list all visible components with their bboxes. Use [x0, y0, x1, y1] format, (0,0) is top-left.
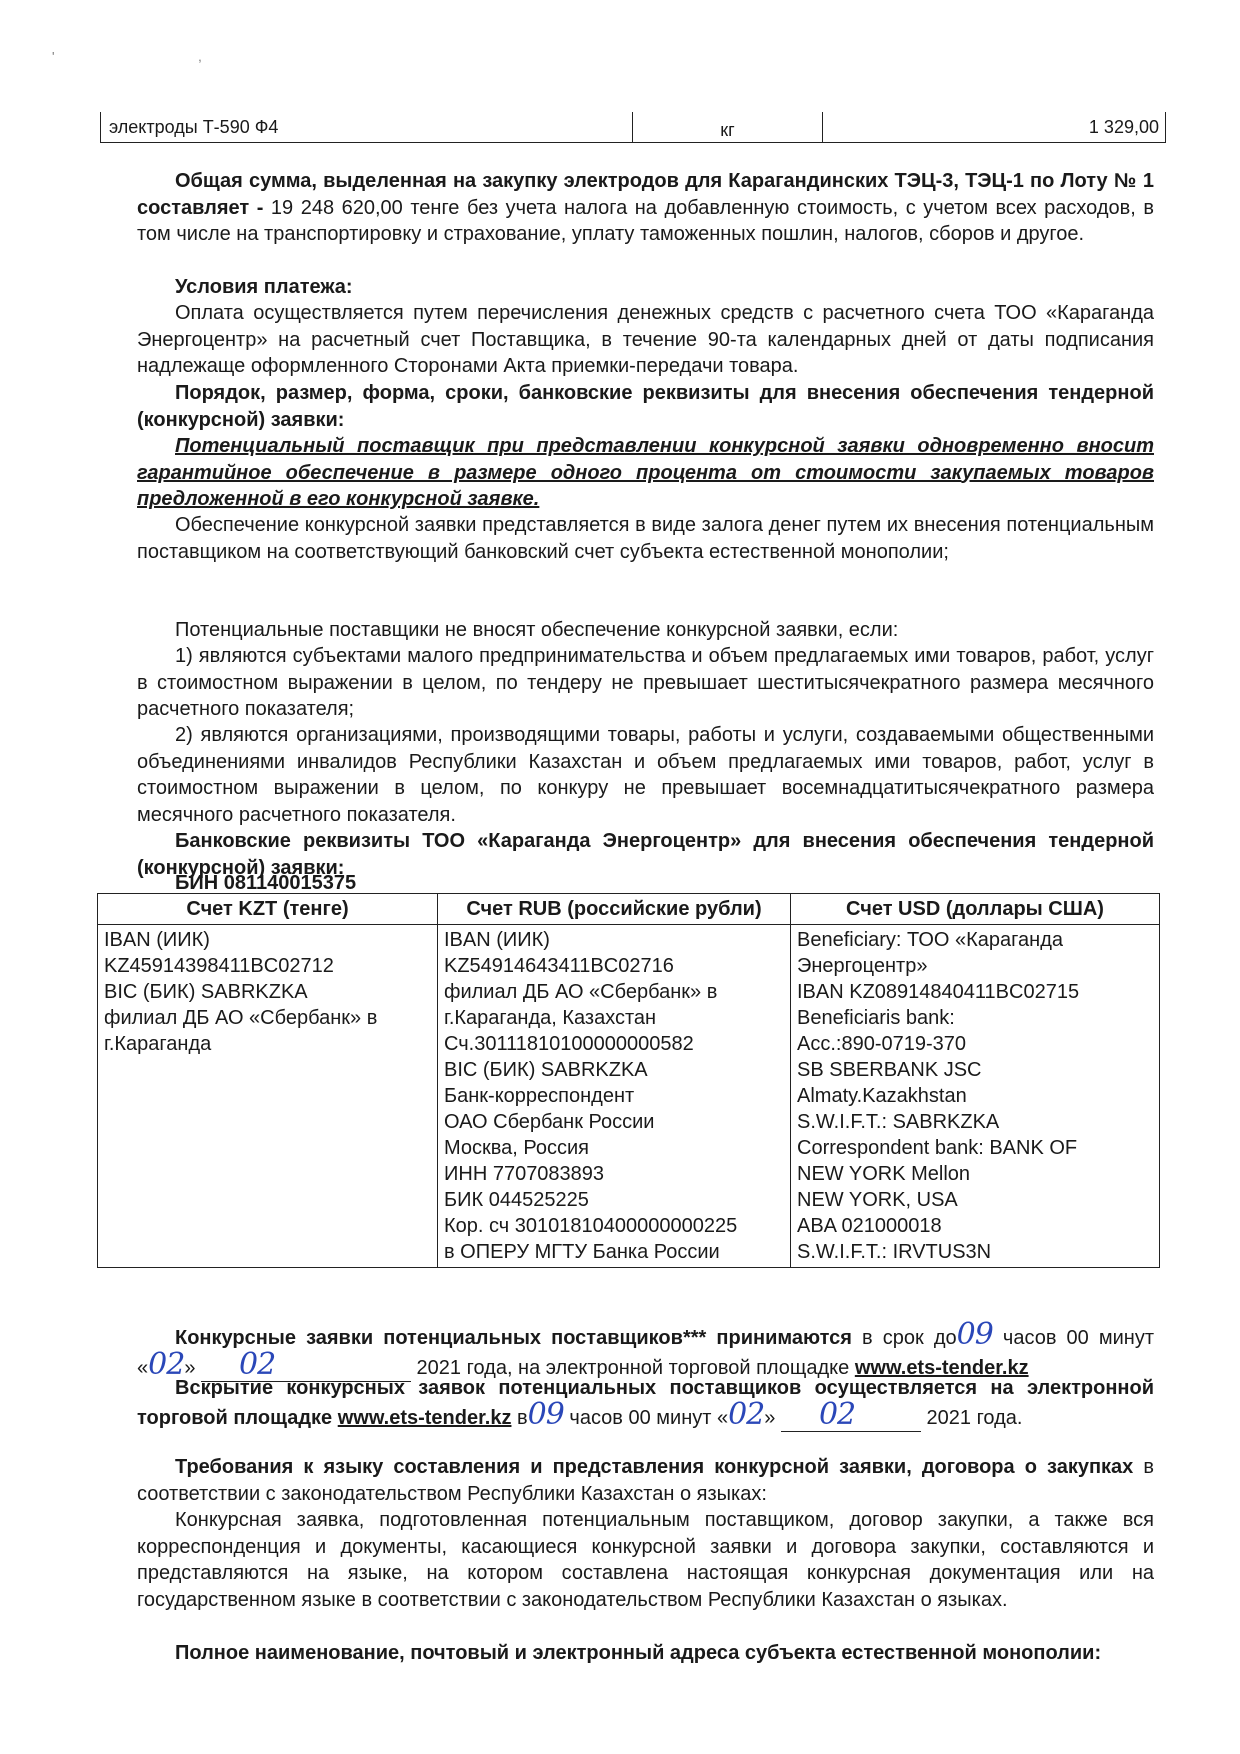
- deadline-text: в срок до: [851, 1327, 957, 1349]
- rub-line: Кор. сч 30101810400000000225: [444, 1215, 738, 1237]
- rub-line: в ОПЕРУ МГТУ Банка России: [444, 1241, 720, 1263]
- deadline-text: часов 00 минут «: [137, 1327, 1154, 1379]
- total-sum-paragraph: [137, 168, 1154, 248]
- deadline-bold-2: принимаются: [716, 1327, 852, 1349]
- kzt-account-cell: [98, 925, 438, 1268]
- usd-account-cell: [791, 925, 1160, 1268]
- usd-line: S.W.I.F.T.: SABRKZKA: [797, 1111, 1000, 1133]
- exempt-intro: Потенциальные поставщики не вносят обеспечение конкурсной заявки, если:: [175, 619, 899, 641]
- rub-account-cell: [438, 925, 791, 1268]
- usd-line: Beneficiaris bank:: [797, 1007, 955, 1029]
- payment-heading: Условия платежа:: [175, 276, 353, 298]
- usd-line: Acc.:890-0719-370: [797, 1033, 967, 1055]
- usd-line: Beneficiary: ТОО «Караганда: [797, 929, 1063, 951]
- opening-bold: Вскрытие конкурсных заявок потенциальных поставщиков осуществляется на электронной торговой площадке: [137, 1377, 1154, 1429]
- handwritten-month: 02: [239, 1346, 276, 1382]
- exempt-item-2: 2) являются организациями, производящими товары, работы и услуги, создаваемыми общественными объединениями инвалидов Республики Казахстан и объем предлагаемых ими товаров, работ, услуг в стоимостном выражении в целом, по конкуру не превышает восемнадцатитысячекратного размера месячного расчетного показателя.: [137, 724, 1154, 826]
- kzt-line: филиал ДБ АО «Сбербанк» в: [104, 1007, 378, 1029]
- exempt-item-1: 1) являются субъектами малого предпринимательства и объем предлагаемых ими товаров, работ, услуг в стоимостном выражении в целом, по тендеру не превышает шеститысячекратного размера месячного расчетного показателя;: [137, 645, 1154, 720]
- usd-line: IBAN KZ08914840411BC02715: [797, 981, 1080, 1003]
- opening-text: в: [511, 1406, 528, 1429]
- bin-number: БИН 081140015375: [175, 872, 357, 894]
- total-sum-text: 19 248 620,00 тенге без учета налога на добавленную стоимость, с учетом всех расходов, в том числе на транспортировку и страхование, уплату таможенных пошлин, налогов, сборов и другое.: [137, 196, 1154, 245]
- deadline-text: 2021 года, на электронной торговой площадке: [411, 1356, 855, 1379]
- security-form-text: Обеспечение конкурсной заявки представляется в виде залога денег путем их внесения потенциальным поставщиком на соответствующий банковский счет субъекта естественной монополии;: [137, 514, 1154, 563]
- ets-tender-link[interactable]: www.ets-tender.kz: [854, 1356, 1029, 1379]
- rub-line: ОАО Сбербанк России: [444, 1111, 655, 1133]
- rub-line: KZ54914643411BC02716: [444, 955, 674, 977]
- item-unit: кг: [633, 112, 823, 142]
- usd-line: ABA 021000018: [797, 1215, 942, 1237]
- security-heading: Порядок, размер, форма, сроки, банковские реквизиты для внесения обеспечения тендерной (конкурсной) заявки:: [137, 382, 1154, 431]
- rub-line: г.Караганда, Казахстан: [444, 1007, 657, 1029]
- bank-heading: Банковские реквизиты ТОО «Караганда Энергоцентр» для внесения обеспечения тендерной (конкурсной) заявки:: [137, 830, 1154, 879]
- header-rub: Счет RUB (российские рубли): [438, 894, 791, 925]
- deadline-paragraph: [137, 1317, 1154, 1382]
- header-kzt: Счет KZT (тенге): [98, 894, 438, 925]
- item-table-row: [100, 112, 1166, 143]
- rub-line: Банк-корреспондент: [444, 1085, 635, 1107]
- usd-line: NEW YORK, USA: [797, 1189, 958, 1211]
- security-underlined: Потенциальный поставщик при представлении конкурсной заявки одновременно вносит гарантийное обеспечение в размере одного процента от стоимости закупаемых товаров предложенной в его конкурсной заявке.: [137, 435, 1154, 510]
- usd-line: SB SBERBANK JSC: [797, 1059, 982, 1081]
- address-heading: Полное наименование, почтовый и электронный адреса субъекта естественной монополии:: [175, 1642, 1102, 1664]
- rub-line: Сч.30111810100000000582: [444, 1033, 694, 1055]
- usd-line: NEW YORK Mellon: [797, 1163, 971, 1185]
- payment-text: Оплата осуществляется путем перечисления денежных средств с расчетного счета ТОО «Караганда Энергоцентр» на расчетный счет Поставщика, в течение 90-та календарных дней от даты подписания надлежаще оформленного Сторонами Акта приемки-передачи товара.: [137, 302, 1154, 377]
- bank-details-table: [97, 893, 1160, 1268]
- total-sum-heading: Общая сумма, выделенная на закупку электродов для Карагандинских ТЭЦ-3, ТЭЦ-1 по Лоту № 1 составляет -: [137, 170, 1154, 219]
- language-heading: [137, 1454, 1154, 1507]
- usd-line: Almaty.Kazakhstan: [797, 1085, 967, 1107]
- language-heading-rest: в соответствии с законодательством Республики Казахстан о языках:: [137, 1456, 1155, 1505]
- opening-text: часов 00 минут «: [563, 1406, 729, 1429]
- item-name: электроды Т-590 Ф4: [101, 112, 633, 142]
- ets-tender-link[interactable]: www.ets-tender.kz: [337, 1406, 512, 1429]
- handwritten-hour: 09: [527, 1396, 564, 1432]
- kzt-line: IBAN (ИИК): [104, 929, 210, 951]
- opening-text: 2021 года.: [920, 1406, 1023, 1429]
- language-text: Конкурсная заявка, подготовленная потенциальным поставщиком, договор закупки, а также вся корреспонденция и документы, касающиеся конкурсной заявки и договора закупки, составляются и представляются на языке, на котором составлена настоящая конкурсная документация или на государственном языке в соответствии с законодательством Республики Казахстан о языках.: [137, 1509, 1154, 1611]
- kzt-line: г.Караганда: [104, 1033, 212, 1055]
- handwritten-hour: 09: [956, 1317, 993, 1352]
- usd-line: S.W.I.F.T.: IRVTUS3N: [797, 1241, 992, 1263]
- opening-text: »: [764, 1406, 776, 1429]
- rub-line: БИК 044525225: [444, 1189, 589, 1211]
- language-heading-bold: Требования к языку составления и представления конкурсной заявки, договора о закупках: [175, 1456, 1134, 1478]
- handwritten-month: 02: [818, 1396, 856, 1432]
- handwritten-day: 02: [728, 1396, 765, 1432]
- item-value: 1 329,00: [1088, 117, 1159, 137]
- rub-line: филиал ДБ АО «Сбербанк» в: [444, 981, 718, 1003]
- scan-marks: ' ,: [52, 49, 272, 64]
- rub-line: BIC (БИК) SABRKZKA: [444, 1059, 648, 1081]
- kzt-line: KZ45914398411BC02712: [104, 955, 334, 977]
- rub-line: ИНН 7707083893: [444, 1163, 605, 1185]
- rub-line: Москва, Россия: [444, 1137, 589, 1159]
- header-usd: Счет USD (доллары США): [791, 894, 1160, 925]
- usd-line: Энергоцентр»: [797, 955, 928, 977]
- usd-line: Correspondent bank: BANK OF: [797, 1137, 1078, 1159]
- opening-paragraph: [137, 1375, 1154, 1432]
- handwritten-day: 02: [148, 1346, 185, 1382]
- rub-line: IBAN (ИИК): [444, 929, 550, 951]
- kzt-line: BIC (БИК) SABRKZKA: [104, 981, 308, 1003]
- deadline-bold: Конкурсные заявки потенциальных поставщиков***: [175, 1327, 707, 1349]
- deadline-text: »: [184, 1356, 196, 1379]
